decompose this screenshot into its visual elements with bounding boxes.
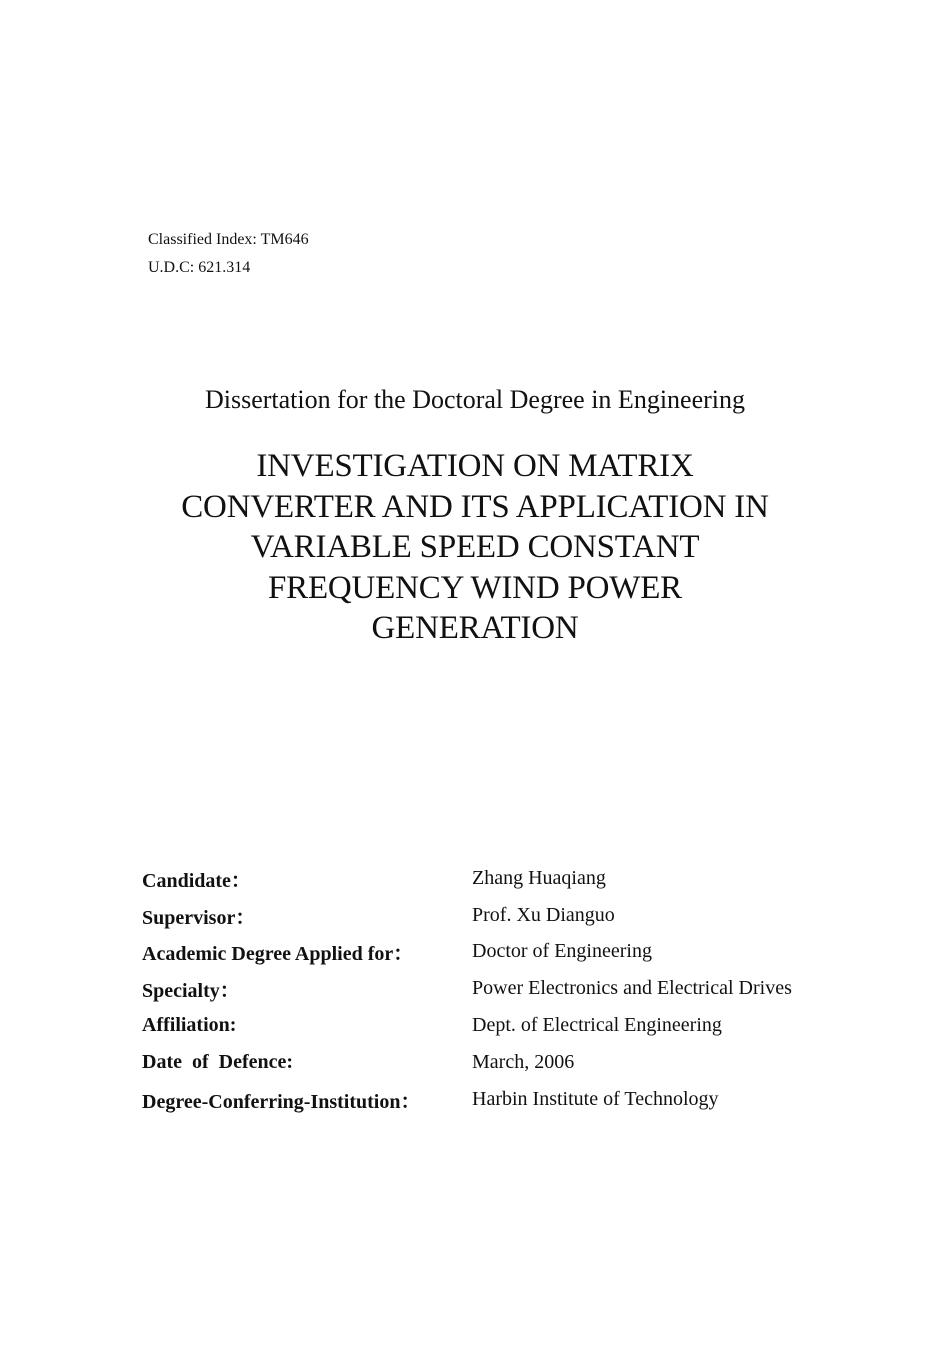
classification-block (148, 226, 309, 282)
classified-index: Classified Index: TM646 (148, 231, 309, 248)
info-row-defence-date (142, 1044, 792, 1081)
info-row-affiliation (142, 1007, 792, 1044)
info-label: Academic Degree Applied for： (142, 943, 414, 966)
info-value: Doctor of Engineering (472, 940, 652, 963)
info-row-supervisor (142, 897, 792, 934)
title-line: INVESTIGATION ON MATRIX (256, 448, 694, 484)
info-label: Degree-Conferring-Institution： (142, 1090, 421, 1113)
info-row-degree (142, 934, 792, 971)
title-line: GENERATION (371, 610, 579, 646)
dissertation-subtitle: Dissertation for the Doctoral Degree in Engineering (204, 385, 746, 414)
title-line: VARIABLE SPEED CONSTANT (250, 529, 700, 565)
candidate-info-table (142, 860, 792, 1118)
dissertation-title (145, 446, 805, 649)
title-line: CONVERTER AND ITS APPLICATION IN (181, 488, 769, 525)
info-label: Supervisor： (142, 906, 256, 929)
info-row-institution (142, 1081, 792, 1118)
info-value: March, 2006 (472, 1050, 575, 1073)
info-label: Candidate： (142, 869, 251, 892)
info-value: Zhang Huaqiang (472, 866, 606, 889)
info-value: Dept. of Electrical Engineering (472, 1014, 722, 1037)
info-row-candidate (142, 860, 792, 897)
info-label: Specialty： (142, 980, 240, 1003)
info-label: Date of Defence: (142, 1050, 294, 1073)
info-value: Prof. Xu Dianguo (472, 903, 615, 926)
info-row-specialty (142, 970, 792, 1007)
info-label: Affiliation: (142, 1014, 237, 1037)
info-value: Power Electronics and Electrical Drives (472, 977, 792, 1000)
udc-number: U.D.C: 621.314 (148, 259, 251, 276)
title-line: FREQUENCY WIND POWER (268, 569, 682, 606)
info-value: Harbin Institute of Technology (472, 1087, 719, 1110)
